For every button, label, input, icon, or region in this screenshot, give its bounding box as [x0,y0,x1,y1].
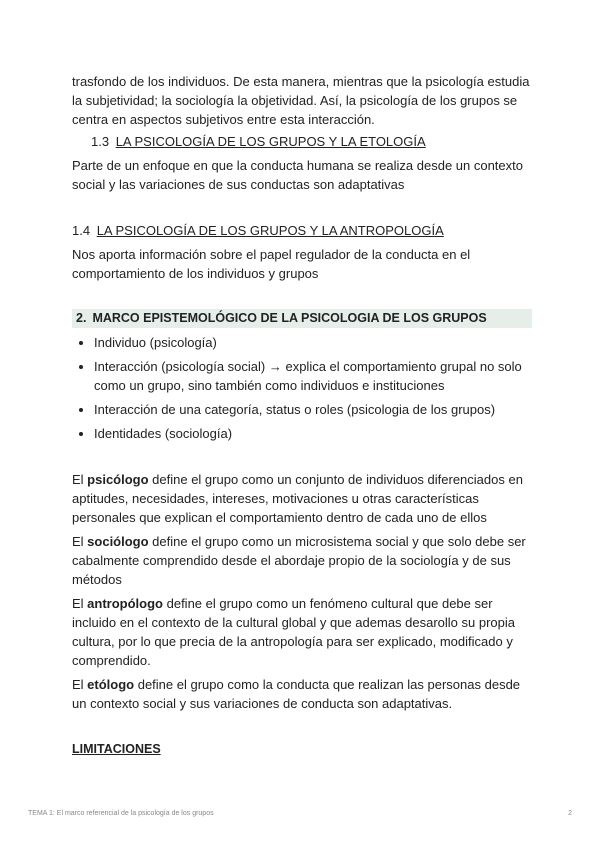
definition-prefix: El [72,677,88,692]
bullet-icon [79,432,83,436]
definition-antropologo [72,594,532,670]
page-content [72,70,532,759]
paragraph-line: aptitudes, necesidades, intereses, motivaciones u otras características [72,491,479,506]
paragraph-line: Nos aporta información sobre el papel regulador de la conducta en el [72,247,471,262]
list-item [72,400,532,419]
list-item-text: Individuo (psicología) [94,335,217,350]
definition-prefix: El [72,534,88,549]
section-2-heading [72,309,532,328]
section-number: 1.3 [91,134,110,149]
list-item [72,333,532,352]
definition-term: psicólogo [87,472,149,487]
paragraph-line: cabalmente comprendido desde el abordaje propio de la sociología y de sus [72,553,511,568]
intro-paragraph [72,72,532,129]
section-1-4-paragraph [72,245,532,283]
section-title: LA PSICOLOGÍA DE LOS GRUPOS Y LA ETOLOGÍA [115,134,426,149]
section-number: 2. [76,311,87,325]
paragraph-line: personales que explican el comportamiento dentro de cada uno de ellos [72,510,487,525]
limitaciones-heading: LIMITACIONES [72,742,161,756]
bullet-icon [79,341,83,345]
definition-etologo [72,675,532,713]
paragraph-line: Parte de un enfoque en que la conducta humana se realiza desde un contexto [72,158,523,173]
paragraph-line: cultura, por lo que precia de la antropología para ser explicado, modificado y [72,634,513,649]
paragraph-line: comportamiento de los individuos y grupos [72,266,319,281]
section-1-3-paragraph [72,156,532,194]
bullet-icon [79,365,83,369]
definition-term: sociólogo [87,534,149,549]
list-item-text: Interacción de una categoría, status o roles (psicologia de los grupos) [94,402,496,417]
page-number: 2 [568,810,572,817]
page-footer [28,810,572,817]
definition-prefix: El [72,472,88,487]
intro-line: trasfondo de los individuos. De esta manera, mientras que la psicología estudia [72,74,530,89]
definition-sociologo [72,532,532,589]
framework-list [72,333,532,443]
paragraph-line: social y las variaciones de sus conductas son adaptativas [72,177,405,192]
section-title: LA PSICOLOGÍA DE LOS GRUPOS Y LA ANTROPOLOGÍA [96,223,444,238]
section-1-4-heading [72,221,532,240]
intro-line: la subjetividad; la sociología la objetividad. Así, la psicología de los grupos se [72,93,518,108]
definition-prefix: El [72,596,88,611]
paragraph-line: un contexto social y sus variaciones de conducta son adaptativas. [72,696,453,711]
paragraph-line: define el grupo como un microsistema social y que solo debe ser [148,534,526,549]
paragraph-line: métodos [72,572,122,587]
section-title: MARCO EPISTEMOLÓGICO DE LA PSICOLOGIA DE LOS GRUPOS [92,311,487,325]
section-number: 1.4 [72,223,91,238]
definition-term: etólogo [87,677,135,692]
section-1-3-heading [72,132,532,151]
list-item-text: Identidades (sociología) [94,426,233,441]
definition-term: antropólogo [87,596,163,611]
intro-line: centra en aspectos subjetivos entre esta interacción. [72,112,375,127]
list-item [72,424,532,443]
bullet-icon [79,408,83,412]
definition-psicologo [72,470,532,527]
paragraph-line: define el grupo como un conjunto de individuos diferenciados en [148,472,523,487]
list-item-text: como un grupo, sino también como individuos e instituciones [94,378,445,393]
footer-title: TEMA 1: El marco referencial de la psicología de los grupos [28,810,214,817]
list-item-text: Interacción (psicología social) → explica el comportamiento grupal no solo [94,359,522,374]
paragraph-line: comprendido. [72,653,151,668]
paragraph-line: define el grupo como la conducta que realizan las personas desde [134,677,521,692]
paragraph-line: incluido en el contexto de la cultural global y que ademas desarollo su propia [72,615,516,630]
paragraph-line: define el grupo como un fenómeno cultural que debe ser [163,596,493,611]
list-item [72,357,532,395]
